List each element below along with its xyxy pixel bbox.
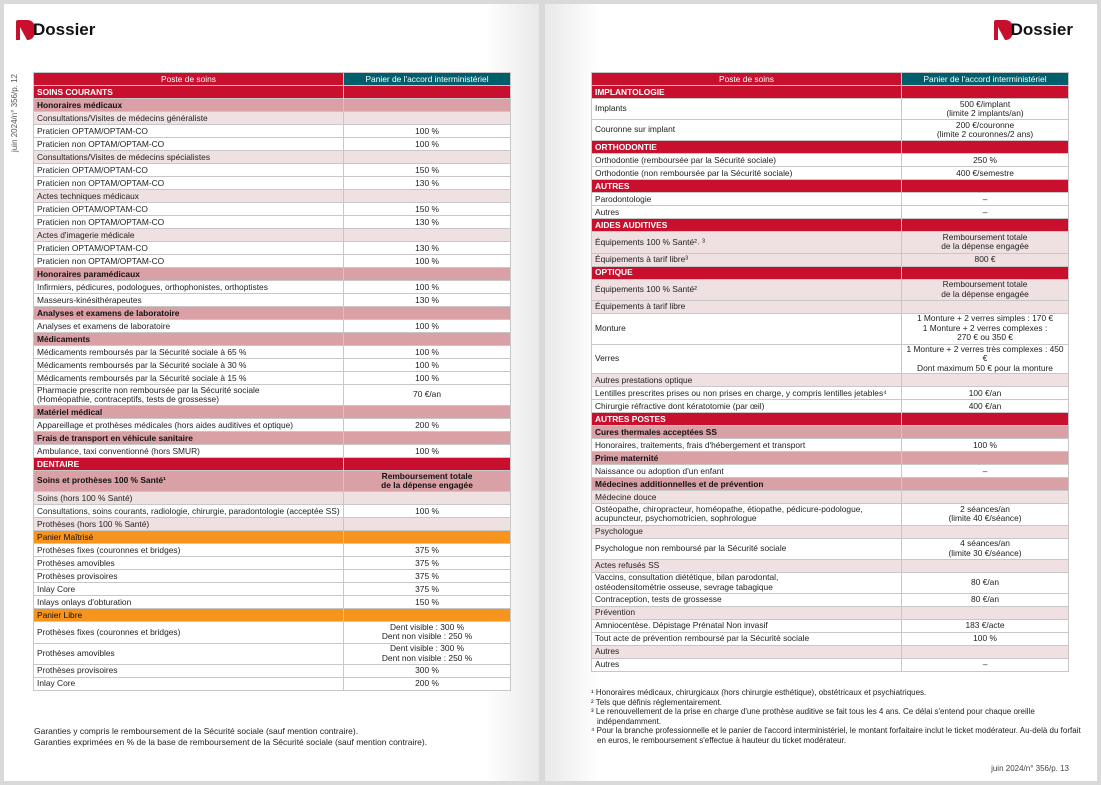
row-label: Parodontologie — [592, 193, 902, 206]
row-value — [902, 300, 1069, 313]
table-row — [592, 572, 1069, 593]
row-value: – — [902, 193, 1069, 206]
category-row — [592, 426, 1069, 439]
header-panier: Panier de l'accord interministériel — [902, 73, 1069, 86]
category-row — [592, 478, 1069, 491]
table-row — [592, 313, 1069, 344]
row-label: Psychologue non remboursé par la Sécurité sociale — [592, 538, 902, 559]
table-row — [34, 385, 511, 406]
row-value — [902, 374, 1069, 387]
table-row — [34, 622, 511, 643]
table-row — [34, 164, 511, 177]
subcategory-row — [592, 253, 1069, 266]
category-row — [34, 268, 511, 281]
row-label: Orthodontie (remboursée par la Sécurité sociale) — [592, 154, 902, 167]
row-label: Psychologue — [592, 525, 902, 538]
row-label: Appareillage et prothèses médicales (hors aides auditives et optique) — [34, 419, 344, 432]
section-row — [592, 180, 1069, 193]
table-row — [592, 167, 1069, 180]
subcategory-row — [34, 229, 511, 242]
row-label: Amniocentèse. Dépistage Prénatal Non invasif — [592, 619, 902, 632]
subcategory-row — [34, 112, 511, 125]
row-label: Consultations, soins courants, radiologie, chirurgie, paradontologie (acceptée SS) — [34, 505, 344, 518]
row-label: Panier Maîtrisé — [34, 531, 344, 544]
panier-row — [34, 531, 511, 544]
table-row — [592, 154, 1069, 167]
row-label: Orthodontie (non remboursée par la Sécurité sociale) — [592, 167, 902, 180]
row-label: Pharmacie prescrite non remboursée par la Sécurité sociale (Homéopathie, contraceptifs, tests de grossesse) — [34, 385, 344, 406]
row-value: Dent visible : 300 % Dent non visible : 250 % — [344, 643, 511, 664]
row-value: 100 % — [902, 632, 1069, 645]
panier-row — [34, 609, 511, 622]
coverage-table-left — [33, 72, 511, 691]
row-value: Remboursement totale de la dépense engagée — [902, 232, 1069, 253]
row-value: 150 % — [344, 596, 511, 609]
subcategory-row — [592, 279, 1069, 300]
table-row — [34, 320, 511, 333]
table-row — [34, 419, 511, 432]
row-value — [902, 180, 1069, 193]
table-row — [592, 619, 1069, 632]
row-label: Équipements à tarif libre³ — [592, 253, 902, 266]
table-row — [34, 445, 511, 458]
row-label: Implants — [592, 99, 902, 120]
row-label: Masseurs-kinésithérapeutes — [34, 294, 344, 307]
table-row — [34, 596, 511, 609]
table-row — [592, 538, 1069, 559]
table-row — [34, 281, 511, 294]
row-value: 100 % — [344, 255, 511, 268]
table-row — [34, 242, 511, 255]
table-row — [34, 557, 511, 570]
row-label: Médicaments remboursés par la Sécurité sociale à 15 % — [34, 372, 344, 385]
row-label: Praticien OPTAM/OPTAM-CO — [34, 242, 344, 255]
category-row — [34, 471, 511, 492]
table-row — [34, 125, 511, 138]
row-value — [902, 86, 1069, 99]
row-label: Actes techniques médicaux — [34, 190, 344, 203]
row-value: – — [902, 206, 1069, 219]
table-row — [34, 177, 511, 190]
row-label: SOINS COURANTS — [34, 86, 344, 99]
row-label: AUTRES POSTES — [592, 413, 902, 426]
section-row — [592, 413, 1069, 426]
row-value: 200 % — [344, 677, 511, 690]
subcategory-row — [34, 151, 511, 164]
row-label: AUTRES — [592, 180, 902, 193]
table-row — [592, 400, 1069, 413]
row-value — [902, 266, 1069, 279]
row-value — [344, 333, 511, 346]
table-row — [592, 593, 1069, 606]
row-label: Honoraires paramédicaux — [34, 268, 344, 281]
row-label: Infirmiers, pédicures, podologues, orthophonistes, orthoptistes — [34, 281, 344, 294]
table-row — [34, 294, 511, 307]
category-row — [34, 307, 511, 320]
table-row — [592, 504, 1069, 525]
header-poste: Poste de soins — [592, 73, 902, 86]
header-panier: Panier de l'accord interministériel — [344, 73, 511, 86]
category-row — [592, 452, 1069, 465]
row-label: AIDES AUDITIVES — [592, 219, 902, 232]
table-row — [34, 216, 511, 229]
row-label: Médicaments remboursés par la Sécurité sociale à 65 % — [34, 346, 344, 359]
subcategory-row — [592, 559, 1069, 572]
row-label: Honoraires médicaux — [34, 99, 344, 112]
table-row — [34, 255, 511, 268]
row-label: Praticien non OPTAM/OPTAM-CO — [34, 216, 344, 229]
section-row — [592, 266, 1069, 279]
row-value — [344, 518, 511, 531]
row-value: 400 €/semestre — [902, 167, 1069, 180]
row-label: Praticien OPTAM/OPTAM-CO — [34, 125, 344, 138]
table-row — [592, 465, 1069, 478]
row-label: Naissance ou adoption d'un enfant — [592, 465, 902, 478]
row-label: Prothèses fixes (couronnes et bridges) — [34, 622, 344, 643]
row-value — [344, 112, 511, 125]
row-label: Analyses et examens de laboratoire — [34, 320, 344, 333]
row-value: 100 % — [344, 505, 511, 518]
row-label: Prothèses provisoires — [34, 570, 344, 583]
row-label: Prime maternité — [592, 452, 902, 465]
row-value — [902, 452, 1069, 465]
table-row — [34, 544, 511, 557]
row-label: Frais de transport en véhicule sanitaire — [34, 432, 344, 445]
row-value: 183 €/acte — [902, 619, 1069, 632]
category-row — [34, 432, 511, 445]
row-value: Dent visible : 300 % Dent non visible : 250 % — [344, 622, 511, 643]
row-label: Équipements 100 % Santé²˒ ³ — [592, 232, 902, 253]
row-label: Lentilles prescrites prises ou non prises en charge, y compris lentilles jetables⁴ — [592, 387, 902, 400]
row-label: Ambulance, taxi conventionné (hors SMUR) — [34, 445, 344, 458]
guarantee-note: Garanties y compris le remboursement de la Sécurité sociale (sauf mention contraire). — [34, 726, 359, 736]
row-value: 200 €/couronne (limite 2 couronnes/2 ans) — [902, 120, 1069, 141]
row-label: Équipements 100 % Santé² — [592, 279, 902, 300]
table-row — [34, 570, 511, 583]
subcategory-row — [592, 491, 1069, 504]
row-label: IMPLANTOLOGIE — [592, 86, 902, 99]
row-value: 130 % — [344, 216, 511, 229]
row-label: Médecines additionnelles et de prévention — [592, 478, 902, 491]
row-label: Soins et prothèses 100 % Santé¹ — [34, 471, 344, 492]
row-value — [902, 525, 1069, 538]
row-label: Autres — [592, 206, 902, 219]
row-value — [344, 609, 511, 622]
row-label: Consultations/Visites de médecins spécialistes — [34, 151, 344, 164]
row-label: DENTAIRE — [34, 458, 344, 471]
row-label: Médecine douce — [592, 491, 902, 504]
category-row — [34, 99, 511, 112]
row-value — [344, 432, 511, 445]
table-row — [592, 632, 1069, 645]
row-label: Prothèses fixes (couronnes et bridges) — [34, 544, 344, 557]
row-value: 300 % — [344, 664, 511, 677]
row-label: Honoraires, traitements, frais d'hébergement et transport — [592, 439, 902, 452]
row-label: Praticien OPTAM/OPTAM-CO — [34, 203, 344, 216]
right-page — [545, 4, 1097, 781]
table-row — [592, 387, 1069, 400]
table-row — [592, 439, 1069, 452]
row-value: 150 % — [344, 164, 511, 177]
row-value: 80 €/an — [902, 593, 1069, 606]
row-label: Tout acte de prévention remboursé par la Sécurité sociale — [592, 632, 902, 645]
row-label: Médicaments remboursés par la Sécurité sociale à 30 % — [34, 359, 344, 372]
subcategory-row — [592, 300, 1069, 313]
row-value: Remboursement totale de la dépense engagée — [902, 279, 1069, 300]
row-value — [344, 99, 511, 112]
row-value: 100 % — [344, 138, 511, 151]
section-row — [592, 141, 1069, 154]
row-value: 375 % — [344, 557, 511, 570]
row-value: 100 % — [344, 372, 511, 385]
row-label: Chirurgie réfractive dont kératotomie (par œil) — [592, 400, 902, 413]
row-value: 100 €/an — [902, 387, 1069, 400]
row-value — [902, 219, 1069, 232]
guarantee-notes — [34, 726, 427, 748]
footnote: ² Tels que définis réglementairement. — [591, 697, 723, 707]
row-value: 80 €/an — [902, 572, 1069, 593]
footnotes — [591, 688, 1081, 745]
row-value: 130 % — [344, 294, 511, 307]
subcategory-row — [592, 606, 1069, 619]
brand-logo — [14, 18, 95, 42]
table-row — [34, 505, 511, 518]
brand-logo — [992, 18, 1073, 42]
row-value — [344, 458, 511, 471]
row-label: Contraception, tests de grossesse — [592, 593, 902, 606]
row-label: Analyses et examens de laboratoire — [34, 307, 344, 320]
row-value: 100 % — [344, 445, 511, 458]
table-row — [592, 193, 1069, 206]
row-label: OPTIQUE — [592, 266, 902, 279]
row-value — [902, 413, 1069, 426]
row-value: 130 % — [344, 177, 511, 190]
row-value: 1 Monture + 2 verres simples : 170 € 1 Monture + 2 verres complexes : 270 € ou 350 € — [902, 313, 1069, 344]
row-label: Autres prestations optique — [592, 374, 902, 387]
section-row — [592, 219, 1069, 232]
row-value — [344, 151, 511, 164]
row-value: Remboursement totale de la dépense engagée — [344, 471, 511, 492]
subcategory-row — [592, 374, 1069, 387]
row-value: 375 % — [344, 570, 511, 583]
row-label: Inlays onlays d'obturation — [34, 596, 344, 609]
subcategory-row — [592, 645, 1069, 658]
table-row — [592, 120, 1069, 141]
row-value — [902, 478, 1069, 491]
table-row — [592, 99, 1069, 120]
row-value: 4 séances/an (limite 30 €/séance) — [902, 538, 1069, 559]
row-value: 375 % — [344, 583, 511, 596]
row-label: Prothèses amovibles — [34, 557, 344, 570]
subcategory-row — [34, 190, 511, 203]
row-value: 100 % — [902, 439, 1069, 452]
footnote: ¹ Honoraires médicaux, chirurgicaux (hors chirurgie esthétique), obstétricaux et psychiatriques. — [591, 688, 927, 697]
row-value — [344, 406, 511, 419]
row-value — [344, 268, 511, 281]
row-label: Praticien non OPTAM/OPTAM-CO — [34, 255, 344, 268]
row-label: Verres — [592, 344, 902, 374]
row-value: 70 €/an — [344, 385, 511, 406]
row-label: ORTHODONTIE — [592, 141, 902, 154]
row-value — [344, 492, 511, 505]
row-label: Soins (hors 100 % Santé) — [34, 492, 344, 505]
row-label: Panier Libre — [34, 609, 344, 622]
row-label: Actes refusés SS — [592, 559, 902, 572]
section-row — [34, 458, 511, 471]
header-poste: Poste de soins — [34, 73, 344, 86]
table-row — [34, 643, 511, 664]
row-label: Prothèses provisoires — [34, 664, 344, 677]
row-value — [344, 229, 511, 242]
row-value: 100 % — [344, 320, 511, 333]
row-value: 130 % — [344, 242, 511, 255]
left-page — [4, 4, 539, 781]
row-label: Consultations/Visites de médecins généraliste — [34, 112, 344, 125]
row-label: Prothèses (hors 100 % Santé) — [34, 518, 344, 531]
coverage-table-right — [591, 72, 1069, 672]
row-value: – — [902, 658, 1069, 671]
table-row — [34, 583, 511, 596]
row-value — [344, 190, 511, 203]
row-value: 100 % — [344, 125, 511, 138]
row-label: Praticien non OPTAM/OPTAM-CO — [34, 138, 344, 151]
row-label: Matériel médical — [34, 406, 344, 419]
brand-word: Dossier — [1010, 20, 1073, 39]
row-value — [902, 426, 1069, 439]
row-label: Équipements à tarif libre — [592, 300, 902, 313]
row-value: 250 % — [902, 154, 1069, 167]
category-row — [34, 333, 511, 346]
row-value: 100 % — [344, 281, 511, 294]
row-label: Vaccins, consultation diététique, bilan parodontal, ostéodensitométrie osseuse, sevrage tabagique — [592, 572, 902, 593]
row-value — [902, 491, 1069, 504]
category-row — [34, 406, 511, 419]
row-value: 1 Monture + 2 verres très complexes : 450 € Dont maximum 50 € pour la monture — [902, 344, 1069, 374]
brand-word: Dossier — [33, 20, 96, 39]
row-value — [902, 645, 1069, 658]
table-row — [34, 372, 511, 385]
table-row — [34, 203, 511, 216]
row-label: Inlay Core — [34, 677, 344, 690]
row-label: Cures thermales acceptées SS — [592, 426, 902, 439]
row-value: 150 % — [344, 203, 511, 216]
row-label: Prothèses amovibles — [34, 643, 344, 664]
subcategory-row — [34, 518, 511, 531]
row-label: Prévention — [592, 606, 902, 619]
table-row — [592, 344, 1069, 374]
row-value — [344, 531, 511, 544]
row-value: 200 % — [344, 419, 511, 432]
row-value: 2 séances/an (limite 40 €/séance) — [902, 504, 1069, 525]
row-value: 500 €/implant (limite 2 implants/an) — [902, 99, 1069, 120]
row-value — [344, 86, 511, 99]
row-value: 100 % — [344, 359, 511, 372]
row-label: Inlay Core — [34, 583, 344, 596]
row-label: Autres — [592, 645, 902, 658]
subcategory-row — [592, 525, 1069, 538]
row-label: Ostéopathe, chiropracteur, homéopathe, étiopathe, pédicure-podologue, acupuncteur, psychomotricien, sophrologue — [592, 504, 902, 525]
row-value: – — [902, 465, 1069, 478]
row-label: Autres — [592, 658, 902, 671]
section-row — [34, 86, 511, 99]
row-value — [902, 559, 1069, 572]
table-row — [34, 138, 511, 151]
row-label: Couronne sur implant — [592, 120, 902, 141]
row-value: 100 % — [344, 346, 511, 359]
row-value — [344, 307, 511, 320]
row-label: Médicaments — [34, 333, 344, 346]
row-label: Praticien OPTAM/OPTAM-CO — [34, 164, 344, 177]
row-value: 400 €/an — [902, 400, 1069, 413]
table-row — [592, 206, 1069, 219]
footnote: ⁴ Pour la branche professionnelle et le panier de l'accord interministériel, le montant forfaitaire inclut le ticket modérateur. Au-delà du forfait en euros, le remboursement s'effectue à hauteur du ticket modérateur. — [591, 726, 1081, 745]
row-value: 800 € — [902, 253, 1069, 266]
table-row — [34, 359, 511, 372]
subcategory-row — [592, 232, 1069, 253]
row-value — [902, 141, 1069, 154]
guarantee-note: Garanties exprimées en % de la base de remboursement de la Sécurité sociale (sauf mention contraire). — [34, 737, 428, 747]
row-label: Actes d'imagerie médicale — [34, 229, 344, 242]
table-row — [34, 664, 511, 677]
row-value — [902, 606, 1069, 619]
page-folio-right: juin 2024/n° 356/p. 13 — [991, 764, 1069, 773]
table-row — [592, 658, 1069, 671]
row-label: Praticien non OPTAM/OPTAM-CO — [34, 177, 344, 190]
row-label: Monture — [592, 313, 902, 344]
section-row — [592, 86, 1069, 99]
table-header — [34, 73, 511, 86]
table-header — [592, 73, 1069, 86]
footnote: ³ Le renouvellement de la prise en charge d'une prothèse auditive se fait tous les 4 ans. Ce délai s'entend pour chaque oreille indépendamment. — [591, 707, 1035, 726]
table-row — [34, 346, 511, 359]
page-folio-left: juin 2024/n° 356/p. 12 — [10, 74, 19, 152]
subcategory-row — [34, 492, 511, 505]
row-value: 375 % — [344, 544, 511, 557]
table-row — [34, 677, 511, 690]
